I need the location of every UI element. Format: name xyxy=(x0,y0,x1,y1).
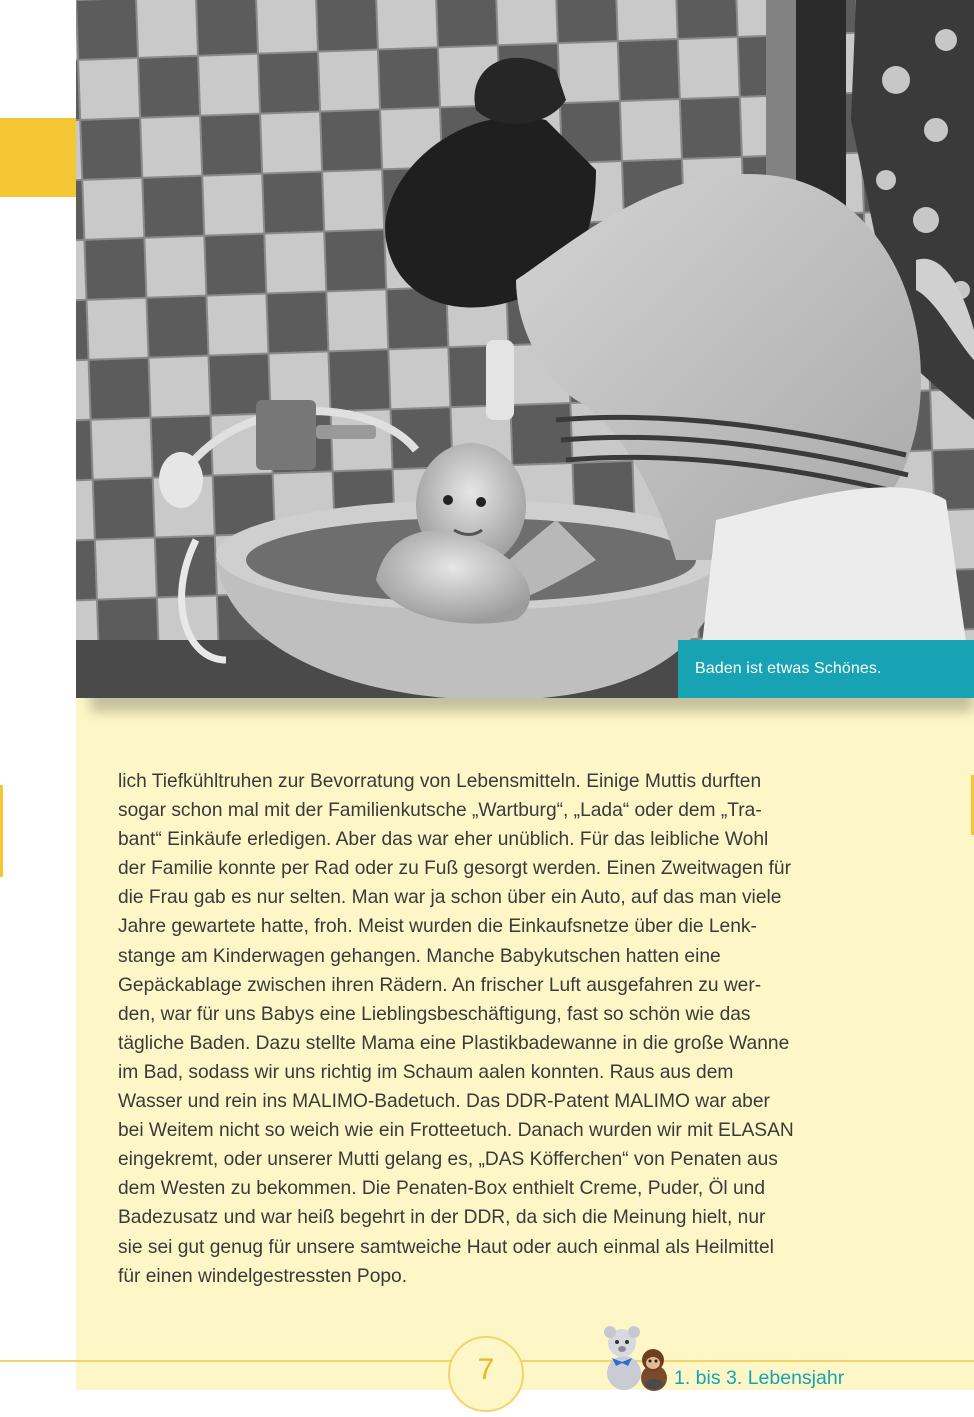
body-line: sogar schon mal mit der Familienkutsche „Wartburg“, „Lada“ oder dem „Tra- xyxy=(118,800,762,822)
left-edge-mark xyxy=(0,785,3,877)
body-line: tägliche Baden. Dazu stellte Mama eine Plastikbadewanne in die große Wanne xyxy=(118,1032,790,1054)
body-line: im Bad, sodass wir uns richtig im Schaum aalen konnten. Raus aus dem xyxy=(118,1061,734,1083)
body-line: eingekremt, oder unserer Mutti gelang es, „DAS Köfferchen“ von Penaten aus xyxy=(118,1149,778,1171)
page-number: 7 xyxy=(477,1353,495,1386)
body-line: Gepäckablage zwischen ihren Rädern. An frischer Luft ausgefahren zu wer- xyxy=(118,974,762,996)
body-line: den, war für uns Babys eine Lieblingsbeschäftigung, fast so schön wie das xyxy=(118,1003,751,1025)
body-line: sie sei gut genug für unsere samtweiche Haut oder auch einmal als Heilmittel xyxy=(118,1236,774,1258)
bathing-photo xyxy=(76,0,974,698)
body-line: stange am Kinderwagen gehangen. Manche Babykutschen hatten eine xyxy=(118,945,721,967)
photo-caption-box xyxy=(678,640,974,698)
photo-caption: Baden ist etwas Schönes. xyxy=(695,660,882,677)
section-label: 1. bis 3. Lebensjahr xyxy=(674,1367,845,1389)
body-line: bant“ Einkäufe erledigen. Aber das war eher unüblich. Für das leibliche Wohl xyxy=(118,829,769,851)
body-line: lich Tiefkühltruhen zur Bevorratung von Lebensmitteln. Einige Muttis durften xyxy=(118,771,762,792)
body-line: Jahre gewartete hatte, froh. Meist wurden die Einkaufsnetze über die Lenk- xyxy=(118,916,757,938)
body-line: bei Weitem nicht so weich wie ein Frotteetuch. Danach wurden wir mit ELASAN xyxy=(118,1120,794,1142)
body-line: Badezusatz und war heiß begehrt in der DDR, da sich die Meinung hielt, nur xyxy=(118,1207,766,1229)
body-line: die Frau gab es nur selten. Man war ja schon über ein Auto, auf das man viele xyxy=(118,887,782,909)
body-line: Wasser und rein ins MALIMO-Badetuch. Das DDR-Patent MALIMO war aber xyxy=(118,1091,770,1113)
bathing-photo-illustration xyxy=(76,0,974,698)
left-margin xyxy=(0,0,76,1417)
teddy-and-monkey-mascot-icon xyxy=(598,1326,670,1392)
body-text xyxy=(118,767,858,1291)
body-line: für einen windelgestressten Popo. xyxy=(118,1265,408,1287)
chapter-accent-tab xyxy=(0,118,76,197)
body-line: der Familie konnte per Rad oder zu Fuß gesorgt werden. Einen Zweitwagen für xyxy=(118,858,791,880)
body-line: dem Westen zu bekommen. Die Penaten-Box enthielt Creme, Puder, Öl und xyxy=(118,1178,766,1200)
